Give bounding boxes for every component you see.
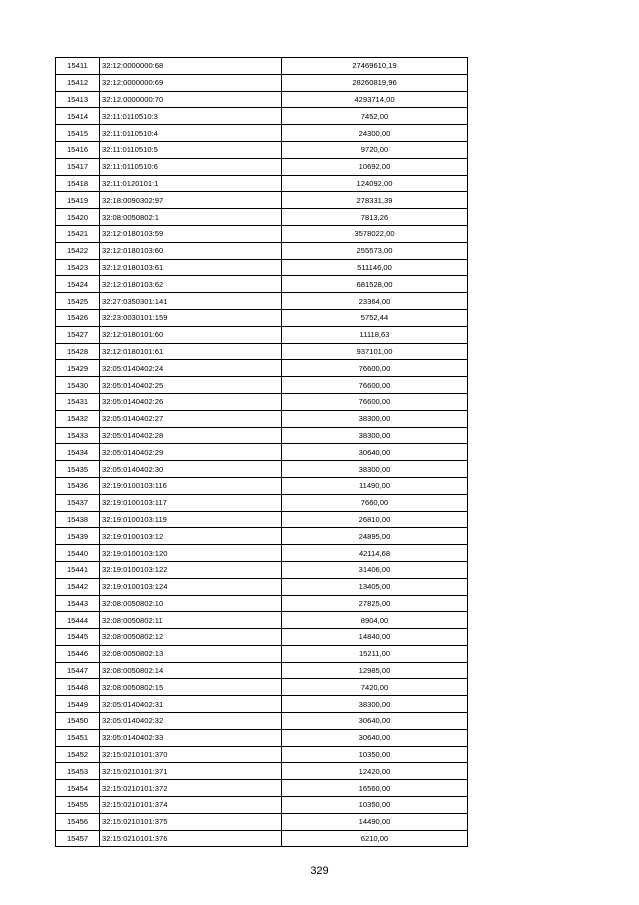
cadastral-number-cell: 32:05:0140402:26 [100, 393, 282, 410]
value-cell: 14840,00 [282, 629, 468, 646]
cadastral-number-cell: 32:11:0110510:3 [100, 108, 282, 125]
value-cell: 30640,00 [282, 713, 468, 730]
row-number-cell: 15427 [56, 326, 100, 343]
table-row [56, 662, 468, 679]
row-number-cell: 15443 [56, 595, 100, 612]
table-row [56, 108, 468, 125]
row-number-cell: 15435 [56, 461, 100, 478]
cadastral-number-cell: 32:15:0210101:371 [100, 763, 282, 780]
value-cell: 38300,00 [282, 461, 468, 478]
row-number-cell: 15449 [56, 696, 100, 713]
cadastral-number-cell: 32:12:0000000:68 [100, 58, 282, 75]
row-number-cell: 15418 [56, 175, 100, 192]
value-cell: 255573,00 [282, 242, 468, 259]
row-number-cell: 15451 [56, 729, 100, 746]
row-number-cell: 15436 [56, 477, 100, 494]
row-number-cell: 15416 [56, 141, 100, 158]
value-cell: 7660,00 [282, 494, 468, 511]
table-row [56, 410, 468, 427]
row-number-cell: 15420 [56, 209, 100, 226]
cadastral-number-cell: 32:08:0050802:15 [100, 679, 282, 696]
table-row [56, 612, 468, 629]
row-number-cell: 15456 [56, 813, 100, 830]
table-row [56, 477, 468, 494]
value-cell: 7452,00 [282, 108, 468, 125]
cadastral-number-cell: 32:11:0110510:6 [100, 158, 282, 175]
cadastral-number-cell: 32:05:0140402:32 [100, 713, 282, 730]
value-cell: 5752,44 [282, 309, 468, 326]
cadastral-number-cell: 32:08:0050802:13 [100, 645, 282, 662]
value-cell: 13405,00 [282, 578, 468, 595]
table-row [56, 58, 468, 75]
value-cell: 124092,00 [282, 175, 468, 192]
cadastral-number-cell: 32:08:0050802:14 [100, 662, 282, 679]
value-cell: 10350,00 [282, 797, 468, 814]
table-row [56, 679, 468, 696]
value-cell: 7420,00 [282, 679, 468, 696]
table-row [56, 763, 468, 780]
value-cell: 27469610,19 [282, 58, 468, 75]
value-cell: 27825,00 [282, 595, 468, 612]
value-cell: 511146,00 [282, 259, 468, 276]
value-cell: 38300,00 [282, 696, 468, 713]
table-row [56, 259, 468, 276]
page-number: 329 [310, 865, 329, 877]
value-cell: 11118,63 [282, 326, 468, 343]
table-row [56, 393, 468, 410]
value-cell: 14490,00 [282, 813, 468, 830]
row-number-cell: 15439 [56, 528, 100, 545]
cadastral-number-cell: 32:23:0030101:159 [100, 309, 282, 326]
value-cell: 24895,00 [282, 528, 468, 545]
row-number-cell: 15426 [56, 309, 100, 326]
table-row [56, 797, 468, 814]
value-cell: 7813,26 [282, 209, 468, 226]
row-number-cell: 15457 [56, 830, 100, 847]
table-row [56, 343, 468, 360]
value-cell: 8904,00 [282, 612, 468, 629]
table-row [56, 444, 468, 461]
value-cell: 76600,00 [282, 377, 468, 394]
table-row [56, 780, 468, 797]
value-cell: 31406,00 [282, 561, 468, 578]
table-row [56, 713, 468, 730]
row-number-cell: 15415 [56, 125, 100, 142]
cadastral-number-cell: 32:08:0050802:10 [100, 595, 282, 612]
cadastral-number-cell: 32:19:0100103:119 [100, 511, 282, 528]
value-cell: 12420,00 [282, 763, 468, 780]
row-number-cell: 15423 [56, 259, 100, 276]
row-number-cell: 15432 [56, 410, 100, 427]
cadastral-number-cell: 32:05:0140402:25 [100, 377, 282, 394]
row-number-cell: 15429 [56, 360, 100, 377]
cadastral-number-cell: 32:08:0050802:12 [100, 629, 282, 646]
cadastral-number-cell: 32:11:0110510:4 [100, 125, 282, 142]
value-cell: 6210,00 [282, 830, 468, 847]
cadastral-number-cell: 32:19:0100103:12 [100, 528, 282, 545]
value-cell: 10350,00 [282, 746, 468, 763]
cadastral-number-cell: 32:05:0140402:30 [100, 461, 282, 478]
table-row [56, 360, 468, 377]
table-row [56, 578, 468, 595]
table-row [56, 225, 468, 242]
table-row [56, 427, 468, 444]
row-number-cell: 15434 [56, 444, 100, 461]
row-number-cell: 15417 [56, 158, 100, 175]
cadastral-number-cell: 32:08:0050802:1 [100, 209, 282, 226]
row-number-cell: 15431 [56, 393, 100, 410]
row-number-cell: 15421 [56, 225, 100, 242]
row-number-cell: 15444 [56, 612, 100, 629]
table-row [56, 746, 468, 763]
row-number-cell: 15454 [56, 780, 100, 797]
cadastral-number-cell: 32:05:0140402:31 [100, 696, 282, 713]
cadastral-number-cell: 32:12:0180103:60 [100, 242, 282, 259]
cadastral-number-cell: 32:12:0180101:61 [100, 343, 282, 360]
row-number-cell: 15445 [56, 629, 100, 646]
table-row [56, 158, 468, 175]
cadastral-number-cell: 32:19:0100103:124 [100, 578, 282, 595]
cadastral-number-cell: 32:08:0050802:11 [100, 612, 282, 629]
table-body [56, 58, 468, 847]
row-number-cell: 15433 [56, 427, 100, 444]
table-row [56, 326, 468, 343]
row-number-cell: 15441 [56, 561, 100, 578]
table-row [56, 242, 468, 259]
value-cell: 38300,00 [282, 427, 468, 444]
table-row [56, 561, 468, 578]
table-row [56, 377, 468, 394]
row-number-cell: 15424 [56, 276, 100, 293]
value-cell: 10692,00 [282, 158, 468, 175]
value-cell: 30640,00 [282, 444, 468, 461]
table-row [56, 293, 468, 310]
cadastral-number-cell: 32:05:0140402:24 [100, 360, 282, 377]
value-cell: 12985,00 [282, 662, 468, 679]
cadastral-number-cell: 32:05:0140402:28 [100, 427, 282, 444]
table-row [56, 629, 468, 646]
table-row [56, 696, 468, 713]
cadastral-number-cell: 32:27:0350301:141 [100, 293, 282, 310]
row-number-cell: 15442 [56, 578, 100, 595]
value-cell: 16560,00 [282, 780, 468, 797]
value-cell: 278331,39 [282, 192, 468, 209]
cadastral-number-cell: 32:11:0120101:1 [100, 175, 282, 192]
value-cell: 937101,00 [282, 343, 468, 360]
row-number-cell: 15440 [56, 545, 100, 562]
cadastral-number-cell: 32:11:0110510:5 [100, 141, 282, 158]
table-row [56, 209, 468, 226]
cadastral-number-cell: 32:12:0180103:62 [100, 276, 282, 293]
row-number-cell: 15446 [56, 645, 100, 662]
table-row [56, 528, 468, 545]
value-cell: 681528,00 [282, 276, 468, 293]
cadastral-number-cell: 32:18:0090302:97 [100, 192, 282, 209]
value-cell: 11490,00 [282, 477, 468, 494]
table-row [56, 830, 468, 847]
row-number-cell: 15425 [56, 293, 100, 310]
table-row [56, 91, 468, 108]
row-number-cell: 15414 [56, 108, 100, 125]
row-number-cell: 15428 [56, 343, 100, 360]
value-cell: 4293714,00 [282, 91, 468, 108]
table-row [56, 125, 468, 142]
value-cell: 38300,00 [282, 410, 468, 427]
table-row [56, 545, 468, 562]
table-row [56, 461, 468, 478]
row-number-cell: 15455 [56, 797, 100, 814]
row-number-cell: 15453 [56, 763, 100, 780]
cadastral-number-cell: 32:15:0210101:374 [100, 797, 282, 814]
table-row [56, 729, 468, 746]
value-cell: 23364,00 [282, 293, 468, 310]
row-number-cell: 15448 [56, 679, 100, 696]
table-row [56, 74, 468, 91]
table-row [56, 192, 468, 209]
cadastral-number-cell: 32:15:0210101:372 [100, 780, 282, 797]
cadastral-number-cell: 32:05:0140402:29 [100, 444, 282, 461]
cadastral-number-cell: 32:12:0180101:60 [100, 326, 282, 343]
table-row [56, 141, 468, 158]
value-cell: 3578022,00 [282, 225, 468, 242]
value-cell: 28260819,96 [282, 74, 468, 91]
table-row [56, 511, 468, 528]
value-cell: 15211,00 [282, 645, 468, 662]
table-row [56, 494, 468, 511]
row-number-cell: 15419 [56, 192, 100, 209]
cadastral-number-cell: 32:19:0100103:117 [100, 494, 282, 511]
row-number-cell: 15430 [56, 377, 100, 394]
cadastral-number-cell: 32:12:0180103:59 [100, 225, 282, 242]
table-row [56, 595, 468, 612]
cadastral-number-cell: 32:15:0210101:375 [100, 813, 282, 830]
table-row [56, 813, 468, 830]
value-cell: 76600,00 [282, 393, 468, 410]
cadastral-number-cell: 32:19:0100103:116 [100, 477, 282, 494]
row-number-cell: 15422 [56, 242, 100, 259]
row-number-cell: 15412 [56, 74, 100, 91]
cadastral-number-cell: 32:15:0210101:370 [100, 746, 282, 763]
cadastral-number-cell: 32:19:0100103:120 [100, 545, 282, 562]
table-row [56, 175, 468, 192]
row-number-cell: 15450 [56, 713, 100, 730]
data-table [55, 57, 468, 847]
table-row [56, 309, 468, 326]
value-cell: 26810,00 [282, 511, 468, 528]
table-row [56, 645, 468, 662]
row-number-cell: 15447 [56, 662, 100, 679]
cadastral-number-cell: 32:12:0000000:70 [100, 91, 282, 108]
cadastral-number-cell: 32:19:0100103:122 [100, 561, 282, 578]
value-cell: 42114,68 [282, 545, 468, 562]
cadastral-number-cell: 32:12:0180103:61 [100, 259, 282, 276]
cadastral-number-cell: 32:15:0210101:376 [100, 830, 282, 847]
value-cell: 9720,00 [282, 141, 468, 158]
row-number-cell: 15438 [56, 511, 100, 528]
cadastral-number-cell: 32:05:0140402:33 [100, 729, 282, 746]
row-number-cell: 15452 [56, 746, 100, 763]
cadastral-number-cell: 32:12:0000000:69 [100, 74, 282, 91]
row-number-cell: 15437 [56, 494, 100, 511]
row-number-cell: 15411 [56, 58, 100, 75]
cadastral-number-cell: 32:05:0140402:27 [100, 410, 282, 427]
value-cell: 76600,00 [282, 360, 468, 377]
row-number-cell: 15413 [56, 91, 100, 108]
table-row [56, 276, 468, 293]
value-cell: 24300,00 [282, 125, 468, 142]
value-cell: 30640,00 [282, 729, 468, 746]
